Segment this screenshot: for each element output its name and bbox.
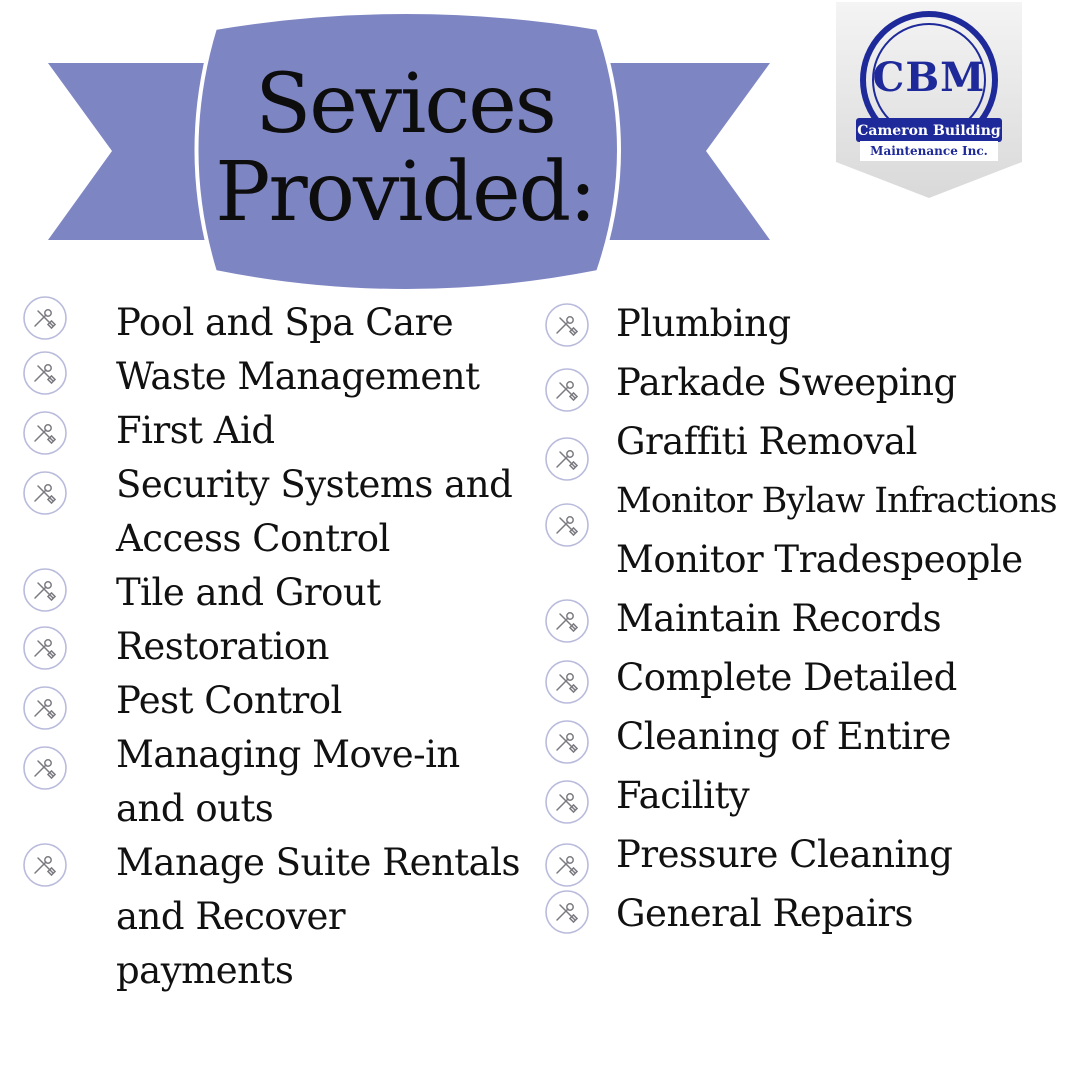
service-item: Complete Detailed [616, 656, 957, 699]
wrench-screwdriver-icon [22, 745, 68, 791]
service-item: Maintain Records [616, 597, 942, 640]
wrench-screwdriver-icon [544, 502, 590, 548]
wrench-screwdriver-icon [544, 779, 590, 825]
wrench-screwdriver-icon [544, 367, 590, 413]
logo-badge-shape [836, 2, 1022, 200]
wrench-screwdriver-icon [544, 889, 590, 935]
service-item: General Repairs [616, 892, 914, 935]
wrench-screwdriver-icon [544, 302, 590, 348]
service-item: Manage Suite Rentals [116, 841, 521, 884]
service-item: Pest Control [116, 679, 342, 722]
logo-abbreviation: CBM [872, 54, 986, 101]
wrench-screwdriver-icon [22, 350, 68, 396]
wrench-screwdriver-icon [544, 598, 590, 644]
service-item: Monitor Tradespeople [616, 538, 1023, 581]
wrench-screwdriver-icon [22, 470, 68, 516]
service-item: Pool and Spa Care [116, 301, 454, 344]
service-item: Parkade Sweeping [616, 361, 957, 404]
logo-name-line-2: Maintenance Inc. [870, 144, 988, 158]
service-item: Graffiti Removal [616, 420, 917, 463]
service-item: Restoration [116, 625, 329, 668]
company-logo [836, 2, 1022, 200]
service-item: Security Systems and [116, 463, 513, 506]
page-title-line-2: Provided: [215, 145, 595, 240]
service-item: payments [116, 949, 294, 992]
wrench-screwdriver-icon [544, 719, 590, 765]
service-item: Tile and Grout [116, 571, 381, 614]
service-item: and Recover [116, 895, 346, 938]
service-item: Plumbing [616, 302, 791, 345]
wrench-screwdriver-icon [22, 625, 68, 671]
service-item: Facility [616, 774, 750, 817]
service-item: Cleaning of Entire [616, 715, 951, 758]
service-item: and outs [116, 787, 274, 830]
wrench-screwdriver-icon [22, 842, 68, 888]
wrench-screwdriver-icon [22, 410, 68, 456]
wrench-screwdriver-icon [22, 295, 68, 341]
service-item: Monitor Bylaw Infractions [616, 481, 1057, 521]
service-item: Access Control [116, 517, 390, 560]
wrench-screwdriver-icon [544, 436, 590, 482]
page-title-line-1: Sevices [255, 57, 555, 152]
service-item: First Aid [116, 409, 275, 452]
wrench-screwdriver-icon [22, 685, 68, 731]
wrench-screwdriver-icon [544, 842, 590, 888]
service-item: Pressure Cleaning [616, 833, 953, 876]
wrench-screwdriver-icon [22, 567, 68, 613]
wrench-screwdriver-icon [544, 659, 590, 705]
service-item: Managing Move-in [116, 733, 460, 776]
service-item: Waste Management [116, 355, 480, 398]
logo-name-line-1: Cameron Building [857, 123, 1001, 139]
